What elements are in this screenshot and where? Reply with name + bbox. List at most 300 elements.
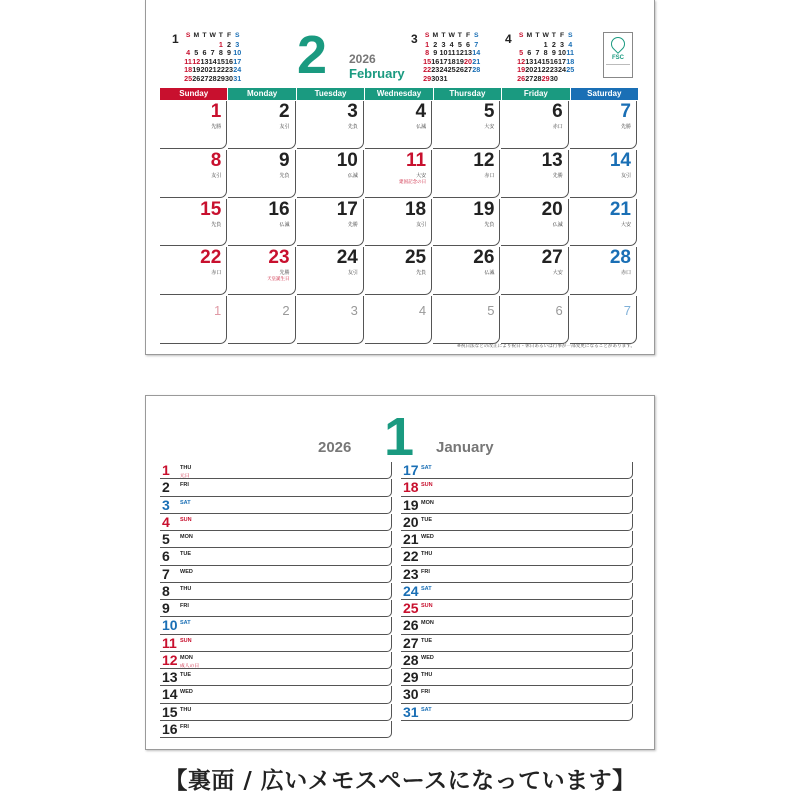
memo-weekday: TUE <box>180 551 191 558</box>
weekday-header-monday: Monday <box>228 88 295 100</box>
mini-day: 3 <box>560 39 565 49</box>
mini-weekday: T <box>218 32 223 39</box>
mini-day: 6 <box>202 48 207 58</box>
mini-weekday: S <box>473 32 479 39</box>
mini-day: 30 <box>549 73 558 83</box>
memo-weekday: SUN <box>180 516 192 523</box>
mini-day: 3 <box>235 39 240 49</box>
rokuyo-label: 仏滅 <box>347 172 358 179</box>
memo-weekday: SAT <box>421 465 432 471</box>
day-number: 3 <box>350 303 358 319</box>
mini-day: 30 <box>225 73 234 83</box>
mini-day: 25 <box>184 73 193 83</box>
memo-weekday: TUE <box>180 672 191 678</box>
memo-day-number: 23 <box>403 565 419 582</box>
mini-weekday: M <box>526 32 533 39</box>
mini-day: 1 <box>218 39 223 49</box>
day-cell <box>160 296 227 344</box>
mini-weekday: F <box>226 32 232 39</box>
day-cell <box>228 247 295 295</box>
day-cell <box>570 150 637 198</box>
memo-weekday: THU <box>421 551 433 558</box>
day-cell <box>433 247 500 295</box>
day-cell <box>501 199 568 247</box>
mini-day: 14 <box>208 56 217 66</box>
mini-day: 14 <box>472 48 481 58</box>
memo-row <box>401 652 633 669</box>
day-number: 1 <box>210 101 222 122</box>
month-name-label: February <box>349 66 405 81</box>
memo-day-number: 19 <box>403 496 419 513</box>
weekday-header-tuesday: Tuesday <box>297 88 364 100</box>
mini-day: 18 <box>184 65 193 75</box>
mini-day: 12 <box>517 56 526 66</box>
rokuyo-label: 仏滅 <box>552 221 563 228</box>
day-number: 13 <box>541 149 563 171</box>
day-cell <box>228 150 295 198</box>
mini-weekday: T <box>551 32 556 39</box>
mini-day: 27 <box>200 73 209 83</box>
rokuyo-label: 先負 <box>211 221 222 228</box>
day-number: 21 <box>609 198 631 220</box>
mini-day: 8 <box>543 48 548 58</box>
mini-weekday: T <box>202 32 207 39</box>
memo-day-number: 7 <box>162 565 170 582</box>
rokuyo-label: 先勝 <box>279 270 290 277</box>
memo-weekday: FRI <box>180 482 189 489</box>
rokuyo-label: 大安 <box>416 172 427 179</box>
day-number: 3 <box>347 101 358 122</box>
rokuyo-label: 友引 <box>279 124 290 130</box>
mini-day: 4 <box>449 39 454 49</box>
fsc-label: FSC <box>612 55 624 61</box>
mini-day <box>472 75 480 84</box>
rokuyo-label: 友引 <box>211 172 222 179</box>
rokuyo-label: 仏滅 <box>416 124 427 130</box>
memo-weekday: SUN <box>421 482 433 489</box>
day-number: 6 <box>552 101 563 122</box>
mini-day: 19 <box>517 65 526 75</box>
mini-day: 16 <box>431 56 440 66</box>
holiday-name: 建国記念の日 <box>399 178 427 184</box>
mini-day: 17 <box>439 56 448 66</box>
memo-day-number: 30 <box>403 686 419 703</box>
mini-day: 16 <box>549 56 558 66</box>
mini-day: 11 <box>184 56 192 66</box>
mini-day: 27 <box>525 73 534 83</box>
memo-weekday: TUE <box>421 637 432 644</box>
weekday-header-thursday: Thursday <box>434 88 501 100</box>
rokuyo-label: 大安 <box>552 270 563 277</box>
mini-day: 1 <box>425 39 430 49</box>
mini-day: 7 <box>474 39 479 49</box>
memo-row <box>160 462 392 479</box>
memo-weekday: SAT <box>180 620 191 627</box>
rokuyo-label: 友引 <box>620 172 631 179</box>
mini-day: 25 <box>447 65 456 75</box>
mini-day: 2 <box>227 39 232 49</box>
day-cell <box>228 296 295 344</box>
mini-day: 10 <box>558 48 567 58</box>
mini-day: 11 <box>566 48 575 58</box>
holiday-name: 天皇誕生日 <box>267 276 290 282</box>
mini-day: 25 <box>566 65 575 75</box>
memo-row <box>160 669 392 686</box>
mini-day: 7 <box>210 48 215 58</box>
memo-day-number: 11 <box>162 634 177 651</box>
memo-row <box>160 479 392 496</box>
mini-day: 12 <box>455 48 464 58</box>
back-month-name-label: January <box>436 439 494 456</box>
mini-day: 15 <box>216 56 225 66</box>
memo-day-number: 12 <box>162 651 178 668</box>
day-cell <box>365 296 432 344</box>
rokuyo-label: 先負 <box>484 221 495 228</box>
mini-day: 17 <box>233 56 242 66</box>
mini-day: 3 <box>441 39 446 49</box>
memo-row <box>401 531 633 548</box>
day-cell <box>570 199 637 247</box>
memo-weekday: WED <box>180 568 193 575</box>
mini-day: 2 <box>433 39 438 49</box>
mini-day: 26 <box>517 73 526 83</box>
mini-day: 9 <box>227 48 232 58</box>
memo-day-number: 25 <box>403 600 419 616</box>
rokuyo-label: 先勝 <box>211 124 222 130</box>
day-number: 7 <box>623 303 631 319</box>
memo-weekday: THU <box>180 465 192 471</box>
back-month-number-large: 1 <box>384 407 415 467</box>
memo-row <box>401 704 633 721</box>
rokuyo-label: 先勝 <box>552 172 563 179</box>
mini-weekday: S <box>185 32 191 39</box>
rokuyo-label: 赤口 <box>620 270 631 277</box>
mini-day: 22 <box>541 65 550 75</box>
day-cell <box>365 150 432 198</box>
rokuyo-label: 先勝 <box>620 124 631 130</box>
mini-day: 19 <box>455 56 464 66</box>
memo-weekday: MON <box>180 534 193 540</box>
mini-grid <box>184 32 241 84</box>
mini-day: 18 <box>447 56 456 66</box>
memo-day-number: 9 <box>162 600 170 616</box>
mini-day: 31 <box>233 73 242 83</box>
mini-month-number: 3 <box>411 32 418 46</box>
month-number-large: 2 <box>297 25 328 85</box>
memo-day-number: 17 <box>403 462 419 478</box>
day-cell <box>297 296 364 344</box>
mini-day: 21 <box>472 56 481 66</box>
mini-day: 8 <box>425 48 430 58</box>
day-cell <box>433 199 500 247</box>
memo-weekday: MON <box>180 654 193 661</box>
mini-day: 17 <box>558 56 567 66</box>
day-number: 26 <box>473 247 495 269</box>
mini-day: 12 <box>192 56 201 66</box>
day-number: 6 <box>555 303 563 319</box>
memo-day-number: 6 <box>162 548 170 565</box>
mini-day: 28 <box>533 73 542 83</box>
memo-row <box>160 686 392 703</box>
day-cell <box>160 247 227 295</box>
day-cell <box>160 199 227 247</box>
day-number: 27 <box>541 247 563 269</box>
memo-day-number: 2 <box>162 479 170 496</box>
mini-day <box>566 75 574 84</box>
rokuyo-label: 大安 <box>484 124 495 130</box>
day-cell <box>501 150 568 198</box>
mini-weekday: W <box>448 32 455 39</box>
mini-day: 4 <box>186 48 191 58</box>
mini-day <box>464 75 472 84</box>
mini-weekday: F <box>465 32 471 39</box>
mini-grid <box>423 32 480 84</box>
rokuyo-label: 仏滅 <box>279 221 290 228</box>
memo-weekday: WED <box>421 654 434 661</box>
mini-day: 1 <box>543 39 548 49</box>
day-cell <box>570 247 637 295</box>
mini-day: 5 <box>457 39 462 49</box>
memo-day-number: 27 <box>403 634 419 651</box>
weekday-header-saturday: Saturday <box>571 88 638 100</box>
memo-row <box>160 704 392 721</box>
mini-day: 9 <box>551 48 556 58</box>
mini-day <box>456 75 464 84</box>
day-cell <box>365 199 432 247</box>
rokuyo-label: 友引 <box>416 221 427 228</box>
mini-weekday: T <box>441 32 446 39</box>
memo-day-number: 18 <box>403 479 419 496</box>
mini-day: 7 <box>535 48 540 58</box>
day-cell <box>365 247 432 295</box>
memo-weekday: SUN <box>180 637 192 644</box>
mini-day: 28 <box>472 65 481 75</box>
mini-day: 22 <box>216 65 225 75</box>
rokuyo-label: 仏滅 <box>484 270 495 277</box>
mini-weekday: T <box>535 32 540 39</box>
memo-day-number: 5 <box>162 531 170 547</box>
mini-day: 20 <box>464 56 473 66</box>
mini-day: 14 <box>533 56 542 66</box>
holiday-note: ※祝日法などの改正により祝日・休日あるいは行事が一部変更になることがあります。 <box>457 343 636 348</box>
day-cell <box>160 101 227 149</box>
mini-month-number: 1 <box>172 32 179 46</box>
memo-row <box>160 652 392 669</box>
day-cell <box>570 101 637 149</box>
day-number: 11 <box>406 149 427 171</box>
memo-weekday: FRI <box>180 603 189 609</box>
rokuyo-label: 先負 <box>416 270 427 277</box>
mini-day: 6 <box>466 39 471 49</box>
day-number: 20 <box>541 198 563 220</box>
memo-row <box>160 497 392 514</box>
day-number: 28 <box>609 247 631 269</box>
memo-day-number: 1 <box>162 462 170 478</box>
memo-weekday: FRI <box>421 568 430 575</box>
memo-weekday: WED <box>421 534 434 540</box>
mini-day: 23 <box>431 65 440 75</box>
day-cell <box>433 296 500 344</box>
mini-day: 28 <box>208 73 217 83</box>
memo-day-number: 10 <box>162 617 178 634</box>
mini-grid <box>517 32 574 84</box>
day-number: 8 <box>210 149 222 171</box>
mini-weekday: S <box>518 32 524 39</box>
day-number: 7 <box>620 101 631 122</box>
mini-day: 22 <box>423 65 432 75</box>
mini-day: 5 <box>519 48 524 58</box>
mini-day: 29 <box>423 73 432 83</box>
mini-day: 2 <box>551 39 556 49</box>
weekday-header-friday: Friday <box>502 88 569 100</box>
day-number: 5 <box>483 101 495 122</box>
mini-day: 8 <box>218 48 223 58</box>
day-cell <box>297 150 364 198</box>
day-cell <box>297 247 364 295</box>
caption-text: 【裏面 / 広いメモスペースになっています】 <box>164 768 636 794</box>
memo-row <box>160 566 392 583</box>
memo-row <box>160 583 392 600</box>
memo-weekday: FRI <box>180 723 189 730</box>
mini-day: 16 <box>225 56 234 66</box>
rokuyo-label: 先勝 <box>347 221 358 228</box>
memo-day-number: 22 <box>403 548 419 565</box>
mini-day: 21 <box>208 65 217 75</box>
mini-day: 11 <box>447 48 456 58</box>
day-number: 9 <box>278 149 290 171</box>
mini-day: 27 <box>464 65 473 75</box>
memo-weekday: TUE <box>421 516 432 523</box>
memo-day-number: 21 <box>403 531 419 547</box>
mini-weekday: M <box>432 32 439 39</box>
mini-day: 13 <box>200 56 209 66</box>
mini-weekday: T <box>457 32 462 39</box>
day-number: 1 <box>214 303 222 319</box>
mini-day: 21 <box>533 65 542 75</box>
rokuyo-label: 赤口 <box>484 172 495 179</box>
weekday-header-sunday: Sunday <box>160 88 227 100</box>
mini-weekday: S <box>234 32 240 39</box>
rokuyo-label: 友引 <box>347 270 358 277</box>
mini-month-number: 4 <box>505 32 512 46</box>
mini-day: 19 <box>192 65 201 75</box>
rokuyo-label: 先負 <box>279 172 290 179</box>
memo-row <box>160 548 392 565</box>
month-grid <box>160 101 638 345</box>
mini-day: 10 <box>233 48 242 58</box>
memo-weekday: FRI <box>421 689 430 696</box>
rokuyo-label: 先負 <box>347 124 358 130</box>
day-cell <box>160 150 227 198</box>
day-cell <box>501 247 568 295</box>
day-cell <box>228 101 295 149</box>
memo-weekday: THU <box>421 672 433 678</box>
mini-day <box>558 75 566 84</box>
memo-weekday: MON <box>421 620 434 627</box>
day-number: 18 <box>404 198 427 220</box>
day-number: 4 <box>415 101 427 122</box>
memo-row <box>401 462 633 479</box>
mini-day: 23 <box>225 65 234 75</box>
day-number: 24 <box>336 247 358 269</box>
mini-weekday: M <box>193 32 200 39</box>
day-cell <box>570 296 637 344</box>
mini-day: 26 <box>192 73 201 83</box>
day-number: 4 <box>418 303 427 319</box>
rokuyo-label: 大安 <box>620 221 631 228</box>
tree-icon <box>608 34 628 54</box>
mini-day: 31 <box>439 73 448 83</box>
memo-weekday: THU <box>180 585 192 592</box>
day-number: 15 <box>200 198 222 220</box>
memo-row <box>160 600 392 617</box>
memo-day-number: 14 <box>162 686 178 703</box>
mini-day: 30 <box>431 73 440 83</box>
memo-day-number: 26 <box>403 617 419 634</box>
mini-day: 15 <box>541 56 550 66</box>
memo-column-left <box>160 462 392 738</box>
day-cell <box>228 199 295 247</box>
memo-row <box>401 514 633 531</box>
day-number: 16 <box>268 198 290 220</box>
memo-row <box>160 514 392 531</box>
mini-day: 24 <box>439 65 448 75</box>
day-cell <box>297 199 364 247</box>
memo-holiday-name: 元日 <box>180 474 190 479</box>
day-cell <box>501 101 568 149</box>
mini-day: 4 <box>568 39 573 49</box>
memo-day-number: 20 <box>403 513 419 530</box>
back-year-label: 2026 <box>318 439 352 456</box>
rokuyo-label: 赤口 <box>552 124 563 130</box>
memo-row <box>401 669 633 686</box>
memo-weekday: MON <box>421 499 434 506</box>
mini-day: 10 <box>439 48 448 58</box>
memo-day-number: 13 <box>162 669 178 685</box>
memo-weekday: THU <box>180 706 192 713</box>
memo-day-number: 8 <box>162 582 170 599</box>
memo-row <box>401 479 633 496</box>
rokuyo-label: 赤口 <box>211 270 222 277</box>
day-number: 2 <box>278 101 290 122</box>
memo-weekday: WED <box>180 689 193 696</box>
memo-day-number: 15 <box>162 703 178 720</box>
memo-weekday: SUN <box>421 603 433 609</box>
day-cell <box>297 101 364 149</box>
fsc-fineprint <box>606 64 630 74</box>
memo-row <box>401 497 633 514</box>
memo-day-number: 31 <box>403 703 419 720</box>
day-number: 14 <box>609 149 631 171</box>
mini-day: 18 <box>566 56 575 66</box>
fsc-logo <box>603 32 633 78</box>
mini-day: 20 <box>200 65 209 75</box>
mini-day <box>448 75 456 84</box>
day-number: 22 <box>200 247 222 269</box>
mini-day: 23 <box>549 65 558 75</box>
mini-day: 15 <box>423 56 432 66</box>
day-number: 10 <box>336 149 358 171</box>
memo-weekday: SAT <box>421 706 432 713</box>
memo-row <box>160 721 392 738</box>
mini-day: 5 <box>194 48 199 58</box>
memo-weekday: SAT <box>421 585 432 592</box>
mini-day: 29 <box>216 73 225 83</box>
mini-day: 24 <box>233 65 242 75</box>
memo-weekday: SAT <box>180 499 191 506</box>
day-number: 25 <box>404 247 427 269</box>
day-cell <box>365 101 432 149</box>
